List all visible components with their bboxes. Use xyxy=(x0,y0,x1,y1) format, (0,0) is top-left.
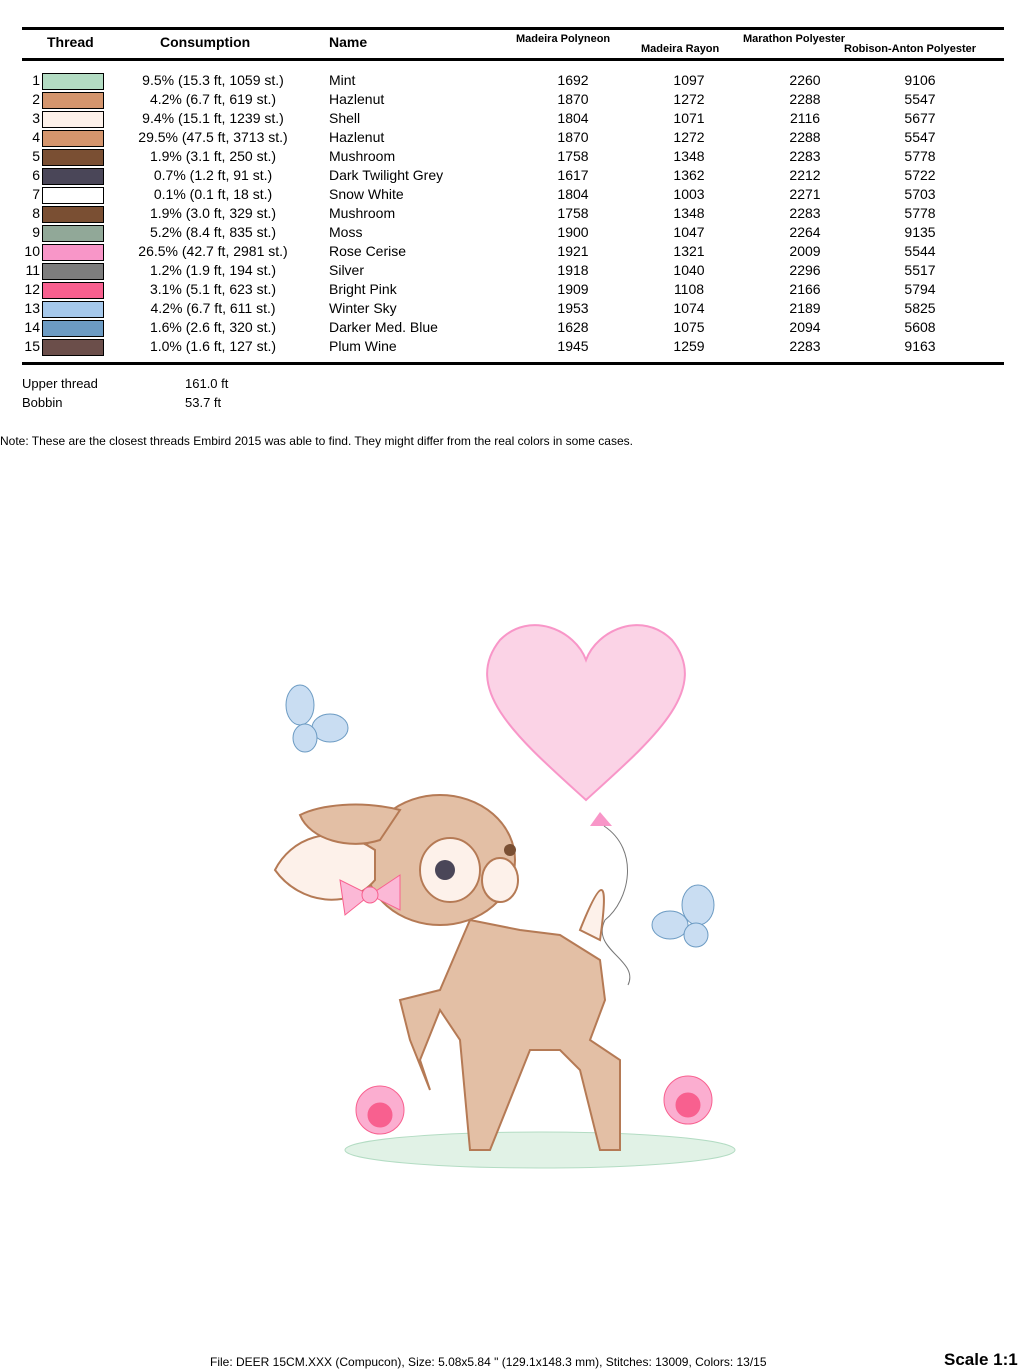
madeira-polyneon-code: 1758 xyxy=(557,205,589,221)
table-row xyxy=(0,280,1024,299)
header-thread: Thread xyxy=(47,34,94,50)
thread-name: Moss xyxy=(329,224,363,240)
madeira-rayon-code: 1047 xyxy=(673,224,705,240)
madeira-polyneon-code: 1870 xyxy=(557,91,589,107)
marathon-polyester-code: 2116 xyxy=(789,110,821,126)
thread-name: Shell xyxy=(329,110,361,126)
note-text: Note: These are the closest threads Embird 2015 was able to find. They might differ from the real colors in some cases. xyxy=(0,434,633,448)
thread-name: Darker Med. Blue xyxy=(329,319,438,335)
upper-thread-value: 161.0 ft xyxy=(185,376,229,391)
header-robison-anton-polyester: Robison-Anton Polyester xyxy=(844,43,977,55)
deer xyxy=(275,795,620,1150)
consumption: 1.9% (3.0 ft, 329 st.) xyxy=(149,205,277,221)
madeira-polyneon-code: 1918 xyxy=(557,262,589,278)
table-row xyxy=(0,90,1024,109)
madeira-polyneon-code: 1900 xyxy=(557,224,589,240)
consumption: 5.2% (8.4 ft, 835 st.) xyxy=(149,224,277,240)
marathon-polyester-code: 2260 xyxy=(789,72,821,88)
deer-eye xyxy=(435,860,455,880)
madeira-polyneon-code: 1953 xyxy=(557,300,589,316)
marathon-polyester-code: 2166 xyxy=(789,281,821,297)
thread-number: 7 xyxy=(32,186,40,202)
table-row xyxy=(0,261,1024,280)
madeira-rayon-code: 1003 xyxy=(673,186,705,202)
color-swatch xyxy=(42,206,104,223)
consumption: 0.1% (0.1 ft, 18 st.) xyxy=(153,186,273,202)
madeira-polyneon-code: 1945 xyxy=(557,338,589,354)
header-rule xyxy=(22,58,1004,61)
scale-label: Scale 1:1 xyxy=(944,1350,1018,1369)
thread-number: 14 xyxy=(24,319,40,335)
madeira-polyneon-code: 1909 xyxy=(557,281,589,297)
madeira-rayon-code: 1348 xyxy=(673,148,705,164)
heart-balloon xyxy=(487,625,685,800)
thread-number: 12 xyxy=(24,281,40,297)
upper-thread-label: Upper thread xyxy=(22,376,98,391)
robison-anton-code: 5825 xyxy=(904,300,936,316)
color-swatch xyxy=(42,263,104,280)
grass-patch xyxy=(345,1132,735,1168)
robison-anton-code: 5677 xyxy=(904,110,936,126)
color-swatch xyxy=(42,149,104,166)
header-consumption: Consumption xyxy=(160,34,251,50)
table-row xyxy=(0,242,1024,261)
madeira-polyneon-code: 1758 xyxy=(557,148,589,164)
thread-number: 4 xyxy=(32,129,40,145)
thread-name: Hazlenut xyxy=(329,91,385,107)
robison-anton-code: 9106 xyxy=(904,72,936,88)
thread-name: Winter Sky xyxy=(329,300,397,316)
table-row xyxy=(0,71,1024,90)
footer-file-info: File: DEER 15CM.XXX (Compucon), Size: 5.08x5.84 " (129.1x148.3 mm), Stitches: 13009, Colors: 13/15 xyxy=(210,1355,767,1369)
consumption: 4.2% (6.7 ft, 611 st.) xyxy=(150,300,276,316)
color-swatch xyxy=(42,73,104,90)
header-name: Name xyxy=(329,34,368,50)
thread-number: 8 xyxy=(32,205,40,221)
table-bottom-rule xyxy=(22,362,1004,365)
marathon-polyester-code: 2189 xyxy=(789,300,821,316)
consumption: 1.0% (1.6 ft, 127 st.) xyxy=(149,338,277,354)
consumption: 4.2% (6.7 ft, 619 st.) xyxy=(149,91,277,107)
color-swatch xyxy=(42,168,104,185)
madeira-rayon-code: 1074 xyxy=(673,300,705,316)
robison-anton-code: 5722 xyxy=(904,167,936,183)
consumption: 0.7% (1.2 ft, 91 st.) xyxy=(153,167,273,183)
consumption: 29.5% (47.5 ft, 3713 st.) xyxy=(138,129,288,145)
marathon-polyester-code: 2009 xyxy=(789,243,821,259)
butterfly-left xyxy=(286,685,348,752)
thread-number: 3 xyxy=(32,110,40,126)
madeira-rayon-code: 1362 xyxy=(673,167,705,183)
table-row xyxy=(0,337,1024,356)
thread-name: Silver xyxy=(329,262,365,278)
madeira-rayon-code: 1272 xyxy=(673,91,705,107)
table-top-rule xyxy=(22,27,1004,30)
robison-anton-code: 5794 xyxy=(904,281,936,297)
color-swatch xyxy=(42,282,104,299)
consumption: 1.6% (2.6 ft, 320 st.) xyxy=(149,319,277,335)
table-row xyxy=(0,223,1024,242)
color-swatch xyxy=(42,244,104,261)
madeira-rayon-code: 1071 xyxy=(673,110,705,126)
thread-number: 6 xyxy=(32,167,40,183)
consumption: 1.2% (1.9 ft, 194 st.) xyxy=(149,262,277,278)
thread-name: Mushroom xyxy=(329,205,396,221)
madeira-polyneon-code: 1870 xyxy=(557,129,589,145)
thread-name: Mushroom xyxy=(329,148,396,164)
color-swatch xyxy=(42,111,104,128)
thread-number: 5 xyxy=(32,148,40,164)
table-row xyxy=(0,204,1024,223)
consumption: 9.4% (15.1 ft, 1239 st.) xyxy=(142,110,284,126)
madeira-polyneon-code: 1804 xyxy=(557,110,589,126)
robison-anton-code: 5778 xyxy=(904,148,936,164)
embroidery-design-preview xyxy=(260,610,770,1180)
madeira-polyneon-code: 1628 xyxy=(557,319,589,335)
robison-anton-code: 5517 xyxy=(904,262,936,278)
butterfly-right xyxy=(652,885,714,947)
balloon-string xyxy=(602,826,630,985)
header-marathon-polyester: Marathon Polyester xyxy=(743,33,846,45)
color-swatch xyxy=(42,130,104,147)
color-swatch xyxy=(42,92,104,109)
madeira-rayon-code: 1348 xyxy=(673,205,705,221)
color-swatch xyxy=(42,187,104,204)
color-swatch xyxy=(42,301,104,318)
table-row xyxy=(0,299,1024,318)
table-row xyxy=(0,185,1024,204)
madeira-rayon-code: 1321 xyxy=(673,243,705,259)
thread-name: Dark Twilight Grey xyxy=(329,167,444,183)
marathon-polyester-code: 2283 xyxy=(789,205,821,221)
robison-anton-code: 9135 xyxy=(904,224,936,240)
madeira-polyneon-code: 1617 xyxy=(557,167,589,183)
marathon-polyester-code: 2283 xyxy=(789,148,821,164)
robison-anton-code: 5778 xyxy=(904,205,936,221)
deer-nose xyxy=(504,844,516,856)
thread-name: Plum Wine xyxy=(329,338,397,354)
thread-name: Snow White xyxy=(329,186,404,202)
madeira-polyneon-code: 1921 xyxy=(557,243,589,259)
marathon-polyester-code: 2212 xyxy=(789,167,821,183)
color-swatch xyxy=(42,339,104,356)
madeira-rayon-code: 1097 xyxy=(673,72,705,88)
thread-number: 15 xyxy=(24,338,40,354)
table-row xyxy=(0,166,1024,185)
madeira-rayon-code: 1259 xyxy=(673,338,705,354)
thread-name: Hazlenut xyxy=(329,129,385,145)
thread-name: Mint xyxy=(329,72,356,88)
flower-left xyxy=(356,1086,404,1134)
table-row xyxy=(0,318,1024,337)
table-row xyxy=(0,128,1024,147)
madeira-rayon-code: 1040 xyxy=(673,262,705,278)
robison-anton-code: 5703 xyxy=(904,186,936,202)
thread-number: 2 xyxy=(32,91,40,107)
table-row xyxy=(0,147,1024,166)
color-swatch xyxy=(42,320,104,337)
robison-anton-code: 9163 xyxy=(904,338,936,354)
thread-number: 10 xyxy=(24,243,40,259)
madeira-polyneon-code: 1804 xyxy=(557,186,589,202)
marathon-polyester-code: 2288 xyxy=(789,91,821,107)
thread-number: 9 xyxy=(32,224,40,240)
marathon-polyester-code: 2283 xyxy=(789,338,821,354)
madeira-polyneon-code: 1692 xyxy=(557,72,589,88)
bobbin-value: 53.7 ft xyxy=(185,395,222,410)
thread-number: 1 xyxy=(32,72,40,88)
consumption: 1.9% (3.1 ft, 250 st.) xyxy=(149,148,277,164)
marathon-polyester-code: 2264 xyxy=(789,224,821,240)
color-swatch xyxy=(42,225,104,242)
marathon-polyester-code: 2288 xyxy=(789,129,821,145)
consumption: 3.1% (5.1 ft, 623 st.) xyxy=(149,281,277,297)
thread-number: 13 xyxy=(24,300,40,316)
robison-anton-code: 5547 xyxy=(904,129,936,145)
table-row xyxy=(0,109,1024,128)
marathon-polyester-code: 2296 xyxy=(789,262,821,278)
balloon-knot xyxy=(590,812,612,826)
header-madeira-rayon: Madeira Rayon xyxy=(641,43,720,55)
flower-right xyxy=(664,1076,712,1124)
madeira-rayon-code: 1108 xyxy=(673,281,705,297)
thread-name: Bright Pink xyxy=(329,281,397,297)
thread-name: Rose Cerise xyxy=(329,243,407,259)
header-madeira-polyneon: Madeira Polyneon xyxy=(516,33,611,45)
robison-anton-code: 5608 xyxy=(904,319,936,335)
robison-anton-code: 5544 xyxy=(904,243,936,259)
consumption: 9.5% (15.3 ft, 1059 st.) xyxy=(142,72,284,88)
consumption: 26.5% (42.7 ft, 2981 st.) xyxy=(138,243,288,259)
bobbin-label: Bobbin xyxy=(22,395,63,410)
marathon-polyester-code: 2271 xyxy=(789,186,821,202)
marathon-polyester-code: 2094 xyxy=(789,319,821,335)
madeira-rayon-code: 1075 xyxy=(673,319,705,335)
madeira-rayon-code: 1272 xyxy=(673,129,705,145)
thread-number: 11 xyxy=(25,262,40,278)
robison-anton-code: 5547 xyxy=(904,91,936,107)
